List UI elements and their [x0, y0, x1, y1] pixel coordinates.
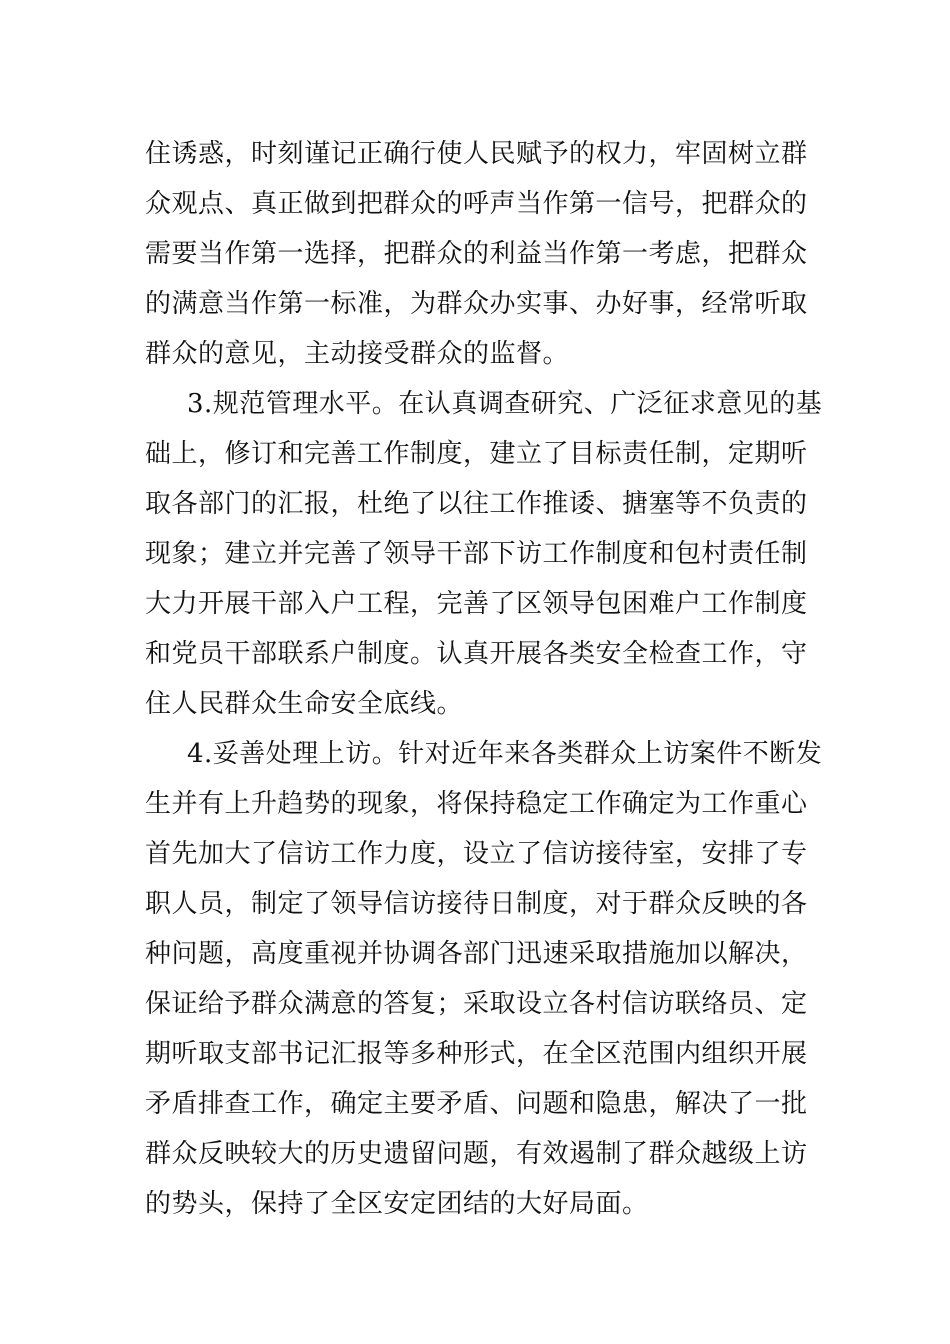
paragraph-2-line-3: 取各部门的汇报，杜绝了以往工作推诿、搪塞等不负责的	[145, 489, 808, 519]
paragraph-3-line-7: 期听取支部书记汇报等多种形式，在全区范围内组织开展	[145, 1039, 808, 1069]
paragraph-3-line-9: 群众反映较大的历史遗留问题，有效遏制了群众越级上访	[145, 1139, 808, 1169]
paragraph-3-line-1: 4.妥善处理上访。针对近年来各类群众上访案件不断发	[187, 739, 823, 769]
paragraph-1-line-3: 需要当作第一选择，把群众的利益当作第一考虑，把群众	[145, 239, 808, 269]
paragraph-2-line-6: 和党员干部联系户制度。认真开展各类安全检查工作，守	[145, 639, 808, 669]
paragraph-1-line-1: 住诱惑，时刻谨记正确行使人民赋予的权力，牢固树立群	[145, 139, 808, 169]
paragraph-3-line-3: 首先加大了信访工作力度，设立了信访接待室，安排了专	[145, 839, 808, 869]
paragraph-2-line-7: 住人民群众生命安全底线。	[145, 689, 464, 719]
paragraph-2-line-1: 3.规范管理水平。在认真调查研究、广泛征求意见的基	[187, 389, 823, 419]
paragraph-1-line-2: 众观点、真正做到把群众的呼声当作第一信号，把群众的	[145, 189, 808, 219]
paragraph-2-line-5: 大力开展干部入户工程，完善了区领导包困难户工作制度	[145, 589, 808, 619]
paragraph-1-line-5: 群众的意见，主动接受群众的监督。	[145, 339, 570, 369]
paragraph-3-line-6: 保证给予群众满意的答复；采取设立各村信访联络员、定	[145, 989, 808, 1019]
paragraph-3-line-2: 生并有上升趋势的现象，将保持稳定工作确定为工作重心	[145, 789, 808, 819]
paragraph-3-line-8: 矛盾排查工作，确定主要矛盾、问题和隐患，解决了一批	[145, 1089, 808, 1119]
paragraph-1-line-4: 的满意当作第一标准，为群众办实事、办好事，经常听取	[145, 289, 808, 319]
paragraph-3-line-4: 职人员，制定了领导信访接待日制度，对于群众反映的各	[145, 889, 808, 919]
paragraph-2-line-2: 础上，修订和完善工作制度，建立了目标责任制，定期听	[145, 439, 808, 469]
paragraph-3-line-10: 的势头，保持了全区安定团结的大好局面。	[145, 1189, 649, 1219]
paragraph-2-line-4: 现象；建立并完善了领导干部下访工作制度和包村责任制	[145, 539, 808, 569]
paragraph-3-line-5: 种问题，高度重视并协调各部门迅速采取措施加以解决，	[145, 939, 808, 969]
